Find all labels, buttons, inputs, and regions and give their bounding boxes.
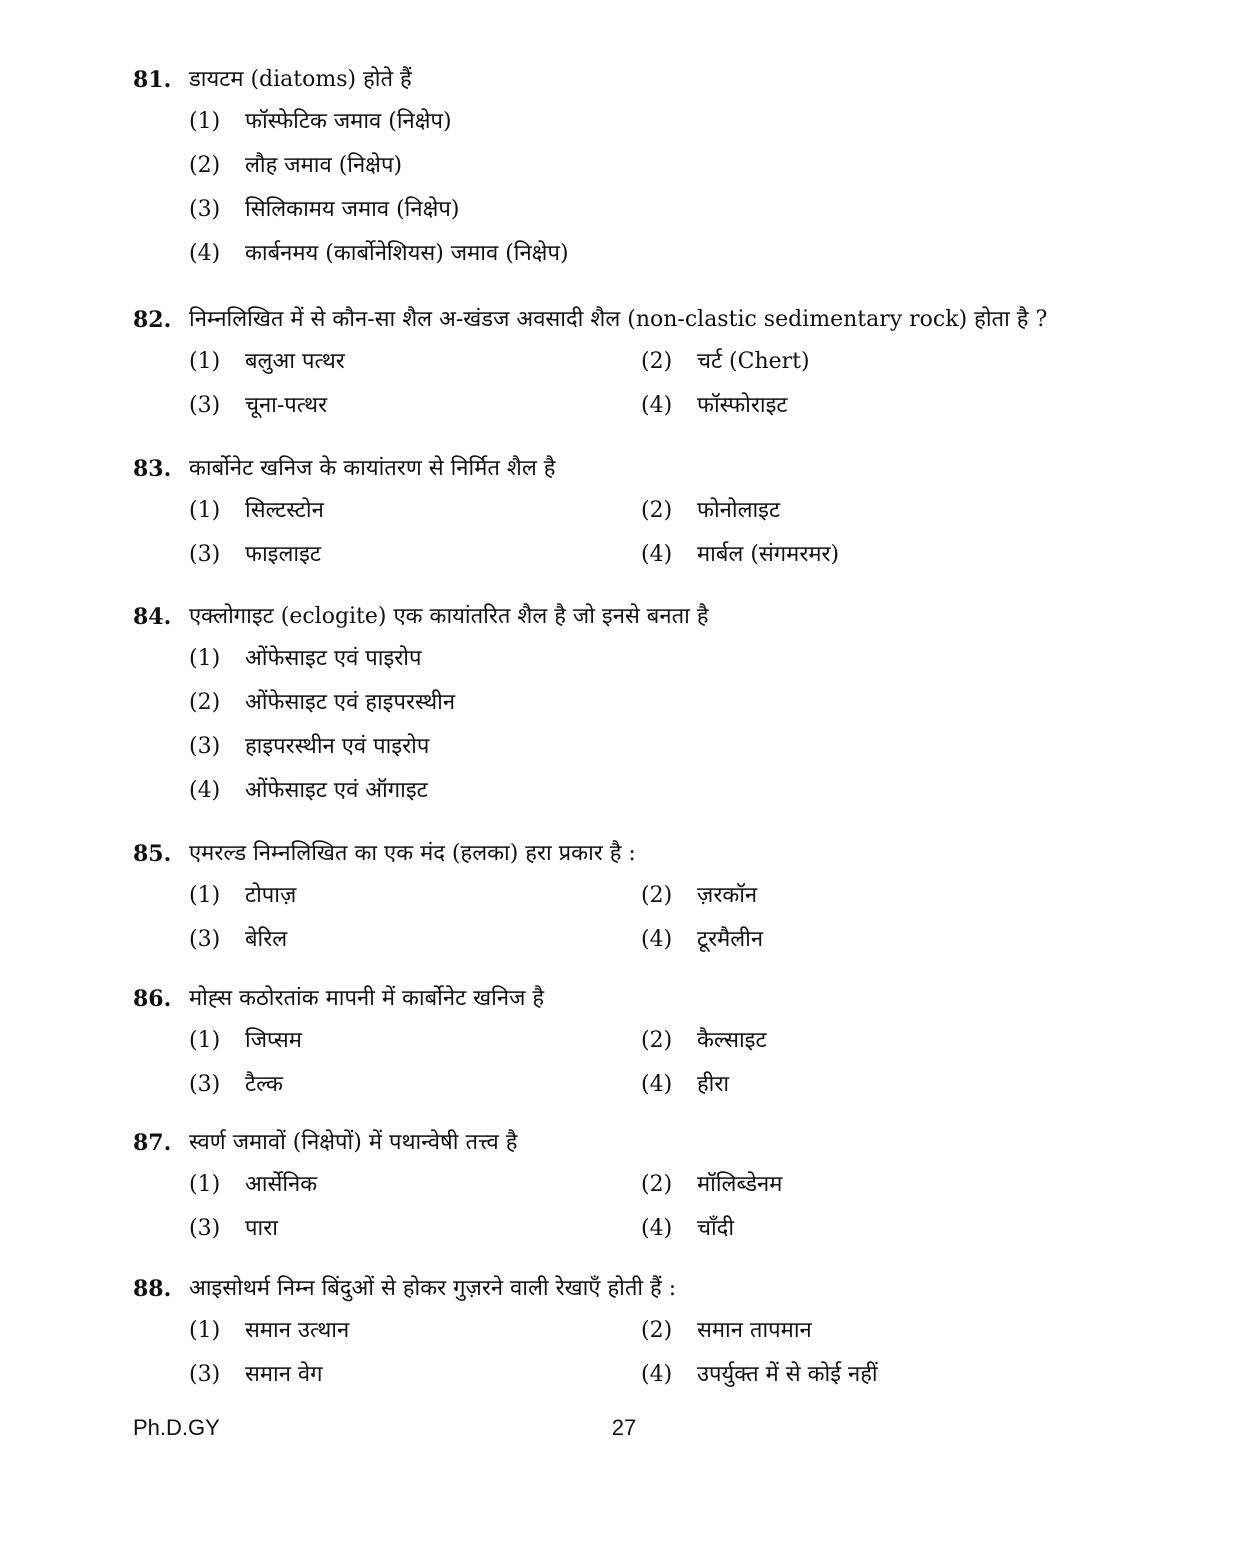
option-number: (4) <box>189 778 221 803</box>
option-number: (4) <box>641 927 673 952</box>
question-text: डायटम (diatoms) होते हैं <box>189 67 412 92</box>
option-text: कैल्साइट <box>697 1028 767 1053</box>
option-text: सिलिकामय जमाव (निक्षेप) <box>245 197 460 222</box>
option-text: उपर्युक्त में से कोई नहीं <box>697 1362 878 1387</box>
question-85 <box>133 834 1133 962</box>
option-text: समान उत्थान <box>245 1318 350 1343</box>
option-number: (2) <box>641 1318 673 1343</box>
option-text: बलुआ पत्थर <box>245 349 345 374</box>
option-text: हीरा <box>697 1072 730 1097</box>
option-number: (3) <box>189 393 221 418</box>
question-87 <box>133 1123 1133 1251</box>
option-number: (2) <box>641 498 673 523</box>
question-81 <box>133 60 1133 276</box>
question-text: आइसोथर्म निम्न बिंदुओं से होकर गुज़रने वाली रेखाएँ होती हैं : <box>189 1276 677 1301</box>
option-number: (2) <box>189 153 221 178</box>
option-text: टैल्क <box>245 1072 283 1097</box>
option-text: बेरिल <box>245 927 288 952</box>
question-number: 86. <box>133 986 172 1012</box>
option-number: (2) <box>641 1028 673 1053</box>
option-text: फोनोलाइट <box>697 498 781 523</box>
option-text: हाइपरस्थीन एवं पाइरोप <box>245 734 430 759</box>
option-number: (3) <box>189 927 221 952</box>
question-number: 88. <box>133 1276 172 1302</box>
option-text: चर्ट (Chert) <box>697 349 810 374</box>
option-text: कार्बनमय (कार्बोनेशियस) जमाव (निक्षेप) <box>245 241 569 266</box>
option-number: (4) <box>641 1362 673 1387</box>
option-number: (4) <box>641 393 673 418</box>
question-84 <box>133 597 1133 813</box>
option-text: आर्सेनिक <box>245 1172 318 1197</box>
option-text: ओंफेसाइट एवं हाइपरस्थीन <box>245 690 456 715</box>
question-82 <box>133 300 1133 428</box>
option-text: फॉस्फेटिक जमाव (निक्षेप) <box>245 109 452 134</box>
option-text: ओंफेसाइट एवं ऑगाइट <box>245 778 428 803</box>
question-text: मोह्स कठोरतांक मापनी में कार्बोनेट खनिज है <box>189 986 545 1011</box>
option-number: (1) <box>189 646 221 671</box>
question-number: 87. <box>133 1130 172 1156</box>
option-number: (1) <box>189 1028 221 1053</box>
option-text: फाइलाइट <box>245 542 321 567</box>
option-number: (4) <box>641 542 673 567</box>
option-number: (2) <box>641 1172 673 1197</box>
option-number: (3) <box>189 734 221 759</box>
option-text: टूरमैलीन <box>697 927 764 952</box>
option-text: मार्बल (संगमरमर) <box>697 542 840 567</box>
question-number: 81. <box>133 67 172 93</box>
question-number: 82. <box>133 307 172 333</box>
question-88 <box>133 1269 1133 1397</box>
option-number: (3) <box>189 1362 221 1387</box>
question-number: 85. <box>133 841 172 867</box>
option-number: (3) <box>189 197 221 222</box>
option-number: (1) <box>189 349 221 374</box>
option-number: (3) <box>189 1216 221 1241</box>
question-83 <box>133 449 1133 577</box>
option-text: मॉलिब्डेनम <box>697 1172 783 1197</box>
option-text: फॉस्फोराइट <box>697 393 788 418</box>
paper-code: Ph.D.GY <box>133 1415 220 1440</box>
option-number: (1) <box>189 1172 221 1197</box>
option-number: (1) <box>189 109 221 134</box>
option-text: समान वेग <box>245 1362 323 1387</box>
option-text: चाँदी <box>697 1216 735 1241</box>
question-text: कार्बोनेट खनिज के कायांतरण से निर्मित शैल है <box>189 456 556 481</box>
option-number: (4) <box>641 1072 673 1097</box>
question-number: 83. <box>133 456 172 482</box>
question-text: स्वर्ण जमावों (निक्षेपों) में पथान्वेषी तत्त्व है <box>189 1130 518 1155</box>
page-number: 27 <box>611 1415 637 1440</box>
option-number: (1) <box>189 1318 221 1343</box>
option-text: सिल्टस्टोन <box>245 498 324 523</box>
question-86 <box>133 979 1133 1107</box>
option-text: लौह जमाव (निक्षेप) <box>245 153 403 178</box>
option-number: (3) <box>189 542 221 567</box>
question-text: एक्लोगाइट (eclogite) एक कायांतरित शैल है जो इनसे बनता है <box>189 604 709 629</box>
option-number: (4) <box>641 1216 673 1241</box>
question-number: 84. <box>133 604 172 630</box>
option-number: (1) <box>189 498 221 523</box>
option-text: समान तापमान <box>697 1318 812 1343</box>
option-text: ज़रकॉन <box>697 883 758 908</box>
option-number: (2) <box>189 690 221 715</box>
question-text: एमरल्ड निम्नलिखित का एक मंद (हलका) हरा प्रकार है : <box>189 841 636 866</box>
option-text: पारा <box>245 1216 278 1241</box>
option-text: जिप्सम <box>245 1028 302 1053</box>
option-number: (4) <box>189 241 221 266</box>
option-number: (2) <box>641 883 673 908</box>
option-text: टोपाज़ <box>245 883 297 908</box>
option-text: ओंफेसाइट एवं पाइरोप <box>245 646 422 671</box>
option-number: (2) <box>641 349 673 374</box>
option-text: चूना-पत्थर <box>245 393 328 418</box>
option-number: (1) <box>189 883 221 908</box>
option-number: (3) <box>189 1072 221 1097</box>
question-text: निम्नलिखित में से कौन-सा शैल अ-खंडज अवसादी शैल (non-clastic sedimentary rock) होता है ? <box>189 307 1048 332</box>
